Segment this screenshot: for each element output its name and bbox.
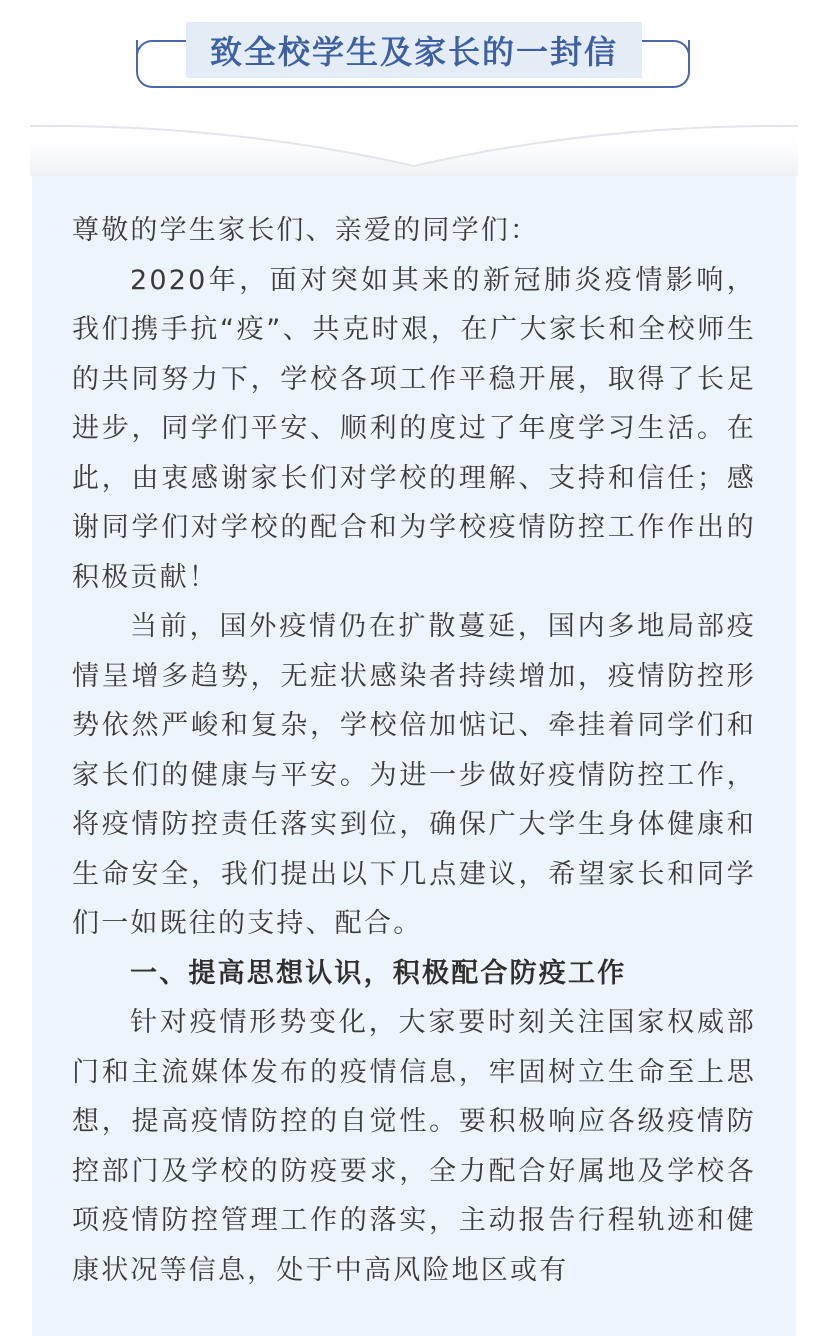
title-box (186, 22, 642, 78)
letter-body (72, 206, 756, 1295)
paragraph-situation: 当前，国外疫情仍在扩散蔓延，国内多地局部疫情呈增多趋势，无症状感染者持续增加，疫情防控形势依然严峻和复杂，学校倍加惦记、牵挂着同学们和家长们的健康与平安。为进一步做好疫情防控工作，将疫情防控责任落实到位，确保广大学生身体健康和生命安全，我们提出以下几点建议，希望家长和同学们一如既往的支持、配合。 (72, 611, 756, 939)
salutation: 尊敬的学生家长们、亲爱的同学们： (72, 215, 540, 246)
section-heading: 一、提高思想认识，积极配合防疫工作 (130, 957, 627, 989)
paragraph-section-one: 针对疫情形势变化，大家要时刻关注国家权威部门和主流媒体发布的疫情信息，牢固树立生命至上思想，提高疫情防控的自觉性。要积极响应各级疫情防控部门及学校的防疫要求，全力配合好属地及学校各项疫情防控管理工作的落实，主动报告行程轨迹和健康状况等信息，处于中高风险地区或有 (72, 1007, 756, 1286)
paragraph-intro: 2020年，面对突如其来的新冠肺炎疫情影响，我们携手抗“疫”、共克时艰，在广大家长和全校师生的共同努力下，学校各项工作平稳开展，取得了长足进步，同学们平安、顺利的度过了年度学习生活。在此，由衷感谢家长们对学校的理解、支持和信任；感谢同学们对学校的配合和为学校疫情防控工作作出的积极贡献！ (72, 264, 756, 593)
wave-divider (30, 96, 798, 176)
page-title: 致全校学生及家长的一封信 (209, 33, 618, 71)
